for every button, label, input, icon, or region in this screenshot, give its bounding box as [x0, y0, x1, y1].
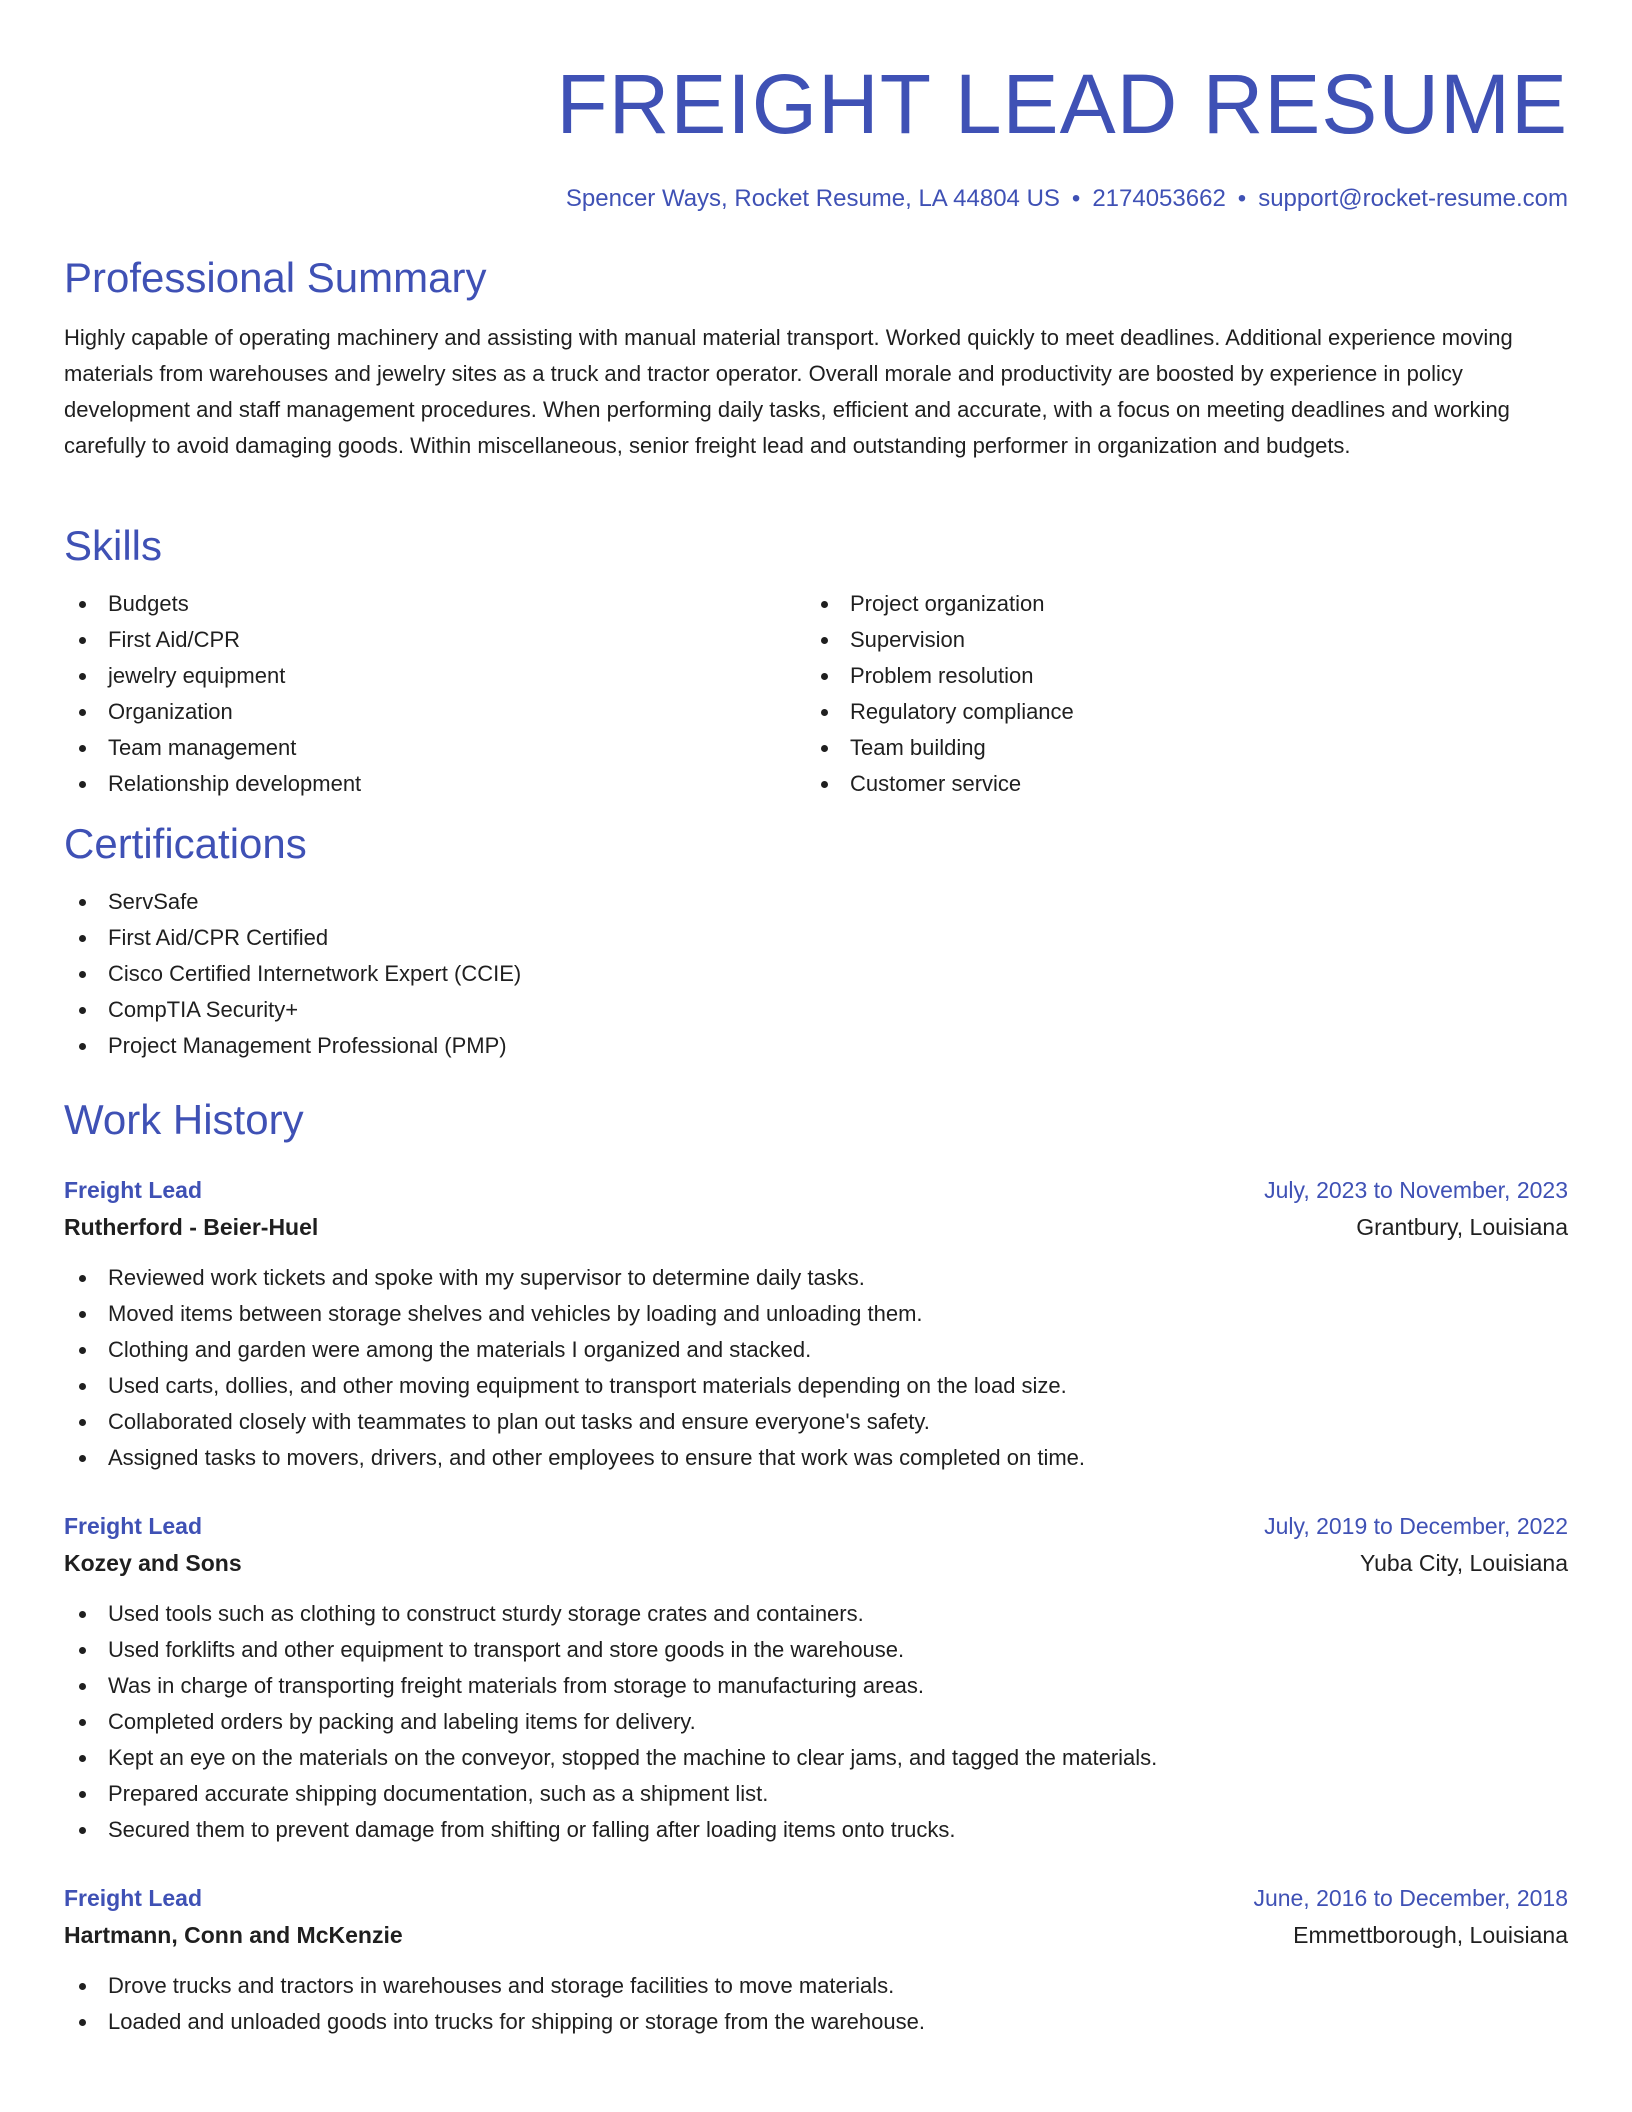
- skill-item: Team building: [806, 730, 1548, 766]
- contact-phone: 2174053662: [1092, 185, 1226, 212]
- job-duty-item: Collaborated closely with teammates to plan out tasks and ensure everyone's safety.: [64, 1404, 1568, 1440]
- skill-item: Project organization: [806, 586, 1548, 622]
- skills-columns: [64, 586, 1568, 802]
- job-duty-item: Used forklifts and other equipment to transport and store goods in the warehouse.: [64, 1632, 1568, 1668]
- certification-item: Cisco Certified Internetwork Expert (CCIE): [64, 956, 1568, 992]
- job-location: Yuba City, Louisiana: [1360, 1550, 1568, 1576]
- certification-item: Project Management Professional (PMP): [64, 1028, 1568, 1064]
- certification-item: First Aid/CPR Certified: [64, 920, 1568, 956]
- certifications-heading: Certifications: [64, 820, 307, 867]
- job-duty-item: Reviewed work tickets and spoke with my supervisor to determine daily tasks.: [64, 1260, 1568, 1296]
- skill-item: Regulatory compliance: [806, 694, 1548, 730]
- job-header-row: [64, 1172, 1568, 1208]
- job-dates: July, 2019 to December, 2022: [1264, 1513, 1568, 1539]
- job-duty-item: Used carts, dollies, and other moving equipment to transport materials depending on the load size.: [64, 1368, 1568, 1404]
- job-company-row: [64, 1544, 1568, 1582]
- contact-address: Spencer Ways, Rocket Resume, LA 44804 US: [565, 185, 1060, 212]
- skills-heading: Skills: [64, 522, 163, 569]
- job-dates: July, 2023 to November, 2023: [1264, 1177, 1568, 1203]
- job-duty-item: Prepared accurate shipping documentation, such as a shipment list.: [64, 1776, 1568, 1812]
- job-duty-item: Moved items between storage shelves and vehicles by loading and unloading them.: [64, 1296, 1568, 1332]
- job-header-row: [64, 1508, 1568, 1544]
- job-duty-item: Used tools such as clothing to construct sturdy storage crates and containers.: [64, 1596, 1568, 1632]
- job-header-row: [64, 1880, 1568, 1916]
- contact-separator: •: [1071, 185, 1081, 212]
- skill-item: Relationship development: [64, 766, 806, 802]
- job-duty-item: Was in charge of transporting freight materials from storage to manufacturing areas.: [64, 1668, 1568, 1704]
- skill-item: Team management: [64, 730, 806, 766]
- skill-item: jewelry equipment: [64, 658, 806, 694]
- job-dates: June, 2016 to December, 2018: [1253, 1885, 1568, 1911]
- job-company-row: [64, 1916, 1568, 1954]
- job-duty-item: Clothing and garden were among the materials I organized and stacked.: [64, 1332, 1568, 1368]
- job-entry: [64, 1880, 1568, 2040]
- job-duty-item: Kept an eye on the materials on the conveyor, stopped the machine to clear jams, and tagged the materials.: [64, 1740, 1568, 1776]
- skill-item: Budgets: [64, 586, 806, 622]
- job-duty-item: Secured them to prevent damage from shifting or falling after loading items onto trucks.: [64, 1812, 1568, 1848]
- job-company: Rutherford - Beier-Huel: [64, 1214, 319, 1240]
- skill-item: Problem resolution: [806, 658, 1548, 694]
- job-entry: [64, 1508, 1568, 1848]
- job-duties-list: [64, 1968, 1568, 2040]
- job-entry: [64, 1172, 1568, 1476]
- skill-item: Organization: [64, 694, 806, 730]
- certifications-list: [64, 884, 1568, 1064]
- contact-line: [64, 182, 1568, 216]
- job-location: Emmettborough, Louisiana: [1293, 1922, 1568, 1948]
- resume-header: [64, 56, 1568, 216]
- skills-list-left: [64, 586, 806, 802]
- skill-item: Supervision: [806, 622, 1548, 658]
- contact-separator: •: [1237, 185, 1247, 212]
- summary-heading: Professional Summary: [64, 254, 487, 301]
- job-title: Freight Lead: [64, 1513, 203, 1539]
- skills-list-right: [806, 586, 1548, 802]
- contact-email: support@rocket-resume.com: [1258, 185, 1568, 212]
- job-company: Hartmann, Conn and McKenzie: [64, 1922, 403, 1948]
- resume-title: FREIGHT LEAD RESUME: [556, 57, 1568, 151]
- job-title: Freight Lead: [64, 1885, 203, 1911]
- skill-item: First Aid/CPR: [64, 622, 806, 658]
- job-duties-list: [64, 1596, 1568, 1848]
- job-duty-item: Loaded and unloaded goods into trucks for shipping or storage from the warehouse.: [64, 2004, 1568, 2040]
- job-company: Kozey and Sons: [64, 1550, 242, 1576]
- job-duty-item: Assigned tasks to movers, drivers, and other employees to ensure that work was completed on time.: [64, 1440, 1568, 1476]
- certification-item: ServSafe: [64, 884, 1568, 920]
- job-title: Freight Lead: [64, 1177, 203, 1203]
- job-location: Grantbury, Louisiana: [1356, 1214, 1568, 1240]
- summary-text: Highly capable of operating machinery and assisting with manual material transport. Worked quickly to meet deadlines. Additional experience moving materials from warehouses and jewelry sites as a truck and tractor operator. Overall morale and productivity are boosted by experience in policy development and staff management procedures. When performing daily tasks, efficient and accurate, with a focus on meeting deadlines and working carefully to avoid damaging goods. Within miscellaneous, senior freight lead and outstanding performer in organization and budgets.: [64, 325, 1513, 458]
- certification-item: CompTIA Security+: [64, 992, 1568, 1028]
- work-history-heading: Work History: [64, 1096, 304, 1143]
- job-duties-list: [64, 1260, 1568, 1476]
- job-company-row: [64, 1208, 1568, 1246]
- skill-item: Customer service: [806, 766, 1548, 802]
- job-duty-item: Completed orders by packing and labeling items for delivery.: [64, 1704, 1568, 1740]
- job-duty-item: Drove trucks and tractors in warehouses and storage facilities to move materials.: [64, 1968, 1568, 2004]
